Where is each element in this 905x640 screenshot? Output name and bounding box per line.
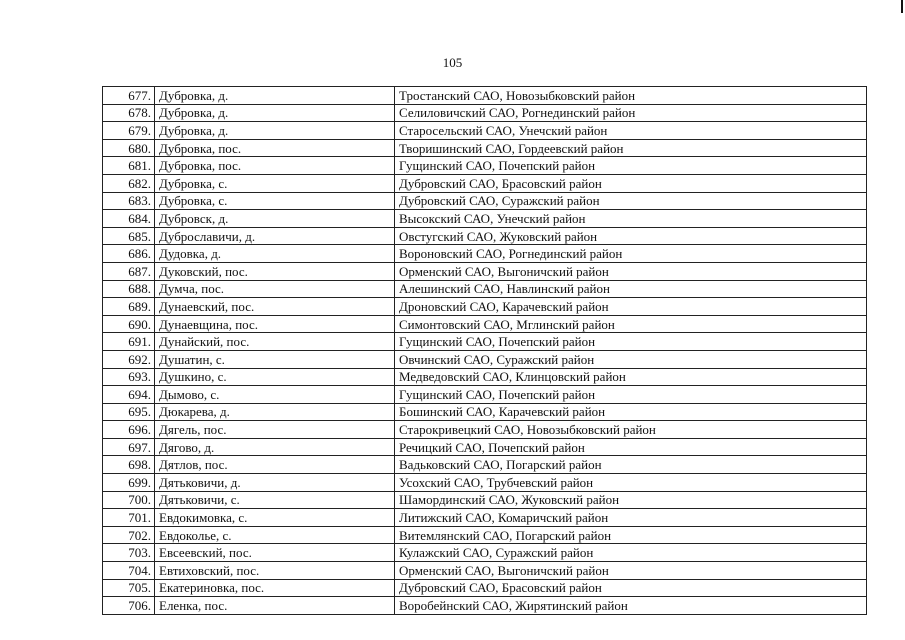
settlement-area: Вадьковский САО, Погарский район	[395, 456, 867, 474]
table-row	[103, 262, 867, 280]
table-row	[103, 509, 867, 527]
row-number: 686.	[103, 245, 155, 263]
table-row	[103, 227, 867, 245]
table-row	[103, 597, 867, 615]
settlement-area: Шамординский САО, Жуковский район	[395, 491, 867, 509]
table-row	[103, 438, 867, 456]
settlement-area: Кулажский САО, Суражский район	[395, 544, 867, 562]
row-number: 703.	[103, 544, 155, 562]
settlement-area: Гущинский САО, Почепский район	[395, 386, 867, 404]
settlement-area: Гущинский САО, Почепский район	[395, 157, 867, 175]
table-row	[103, 456, 867, 474]
settlement-name: Душкино, с.	[155, 368, 395, 386]
settlement-name: Дубровка, с.	[155, 192, 395, 210]
settlement-area: Овстугский САО, Жуковский район	[395, 227, 867, 245]
row-number: 680.	[103, 139, 155, 157]
table-row	[103, 122, 867, 140]
settlement-area: Дубровский САО, Суражский район	[395, 192, 867, 210]
row-number: 681.	[103, 157, 155, 175]
settlement-area: Дубровский САО, Брасовский район	[395, 174, 867, 192]
table-row	[103, 333, 867, 351]
row-number: 692.	[103, 350, 155, 368]
settlement-name: Дубровка, д.	[155, 87, 395, 105]
row-number: 687.	[103, 262, 155, 280]
settlement-name: Дудовка, д.	[155, 245, 395, 263]
settlement-name: Дятьковичи, д.	[155, 474, 395, 492]
settlement-name: Дятлов, пос.	[155, 456, 395, 474]
table-row	[103, 474, 867, 492]
settlement-name: Душатин, с.	[155, 350, 395, 368]
row-number: 678.	[103, 104, 155, 122]
settlement-name: Дубровка, с.	[155, 174, 395, 192]
row-number: 695.	[103, 403, 155, 421]
settlement-area: Селиловичский САО, Рогнединский район	[395, 104, 867, 122]
settlement-area: Старосельский САО, Унечский район	[395, 122, 867, 140]
table-row	[103, 192, 867, 210]
table-row	[103, 315, 867, 333]
settlement-area: Витемлянский САО, Погарский район	[395, 526, 867, 544]
settlement-area: Высокский САО, Унечский район	[395, 210, 867, 228]
table-body	[103, 87, 867, 615]
row-number: 679.	[103, 122, 155, 140]
settlement-name: Евсеевский, пос.	[155, 544, 395, 562]
settlement-name: Дымово, с.	[155, 386, 395, 404]
row-number: 688.	[103, 280, 155, 298]
settlement-area: Овчинский САО, Суражский район	[395, 350, 867, 368]
settlement-area: Вороновский САО, Рогнединский район	[395, 245, 867, 263]
table-row	[103, 298, 867, 316]
row-number: 677.	[103, 87, 155, 105]
table-row	[103, 139, 867, 157]
table-row	[103, 421, 867, 439]
settlement-name: Дубровск, д.	[155, 210, 395, 228]
row-number: 698.	[103, 456, 155, 474]
settlement-name: Дятьковичи, с.	[155, 491, 395, 509]
settlement-name: Дунаевский, пос.	[155, 298, 395, 316]
table-row	[103, 245, 867, 263]
row-number: 702.	[103, 526, 155, 544]
row-number: 684.	[103, 210, 155, 228]
settlement-name: Дубровка, пос.	[155, 139, 395, 157]
table-row	[103, 544, 867, 562]
row-number: 694.	[103, 386, 155, 404]
table-row	[103, 87, 867, 105]
row-number: 700.	[103, 491, 155, 509]
row-number: 701.	[103, 509, 155, 527]
table-row	[103, 386, 867, 404]
settlement-area: Бошинский САО, Карачевский район	[395, 403, 867, 421]
settlement-name: Дягово, д.	[155, 438, 395, 456]
table-row	[103, 579, 867, 597]
row-number: 690.	[103, 315, 155, 333]
settlement-area: Гущинский САО, Почепский район	[395, 333, 867, 351]
settlement-name: Дюкарева, д.	[155, 403, 395, 421]
settlement-name: Евдокольe, с.	[155, 526, 395, 544]
settlements-table	[102, 86, 867, 615]
row-number: 685.	[103, 227, 155, 245]
settlement-area: Дроновский САО, Карачевский район	[395, 298, 867, 316]
settlement-area: Симонтовский САО, Мглинский район	[395, 315, 867, 333]
row-number: 706.	[103, 597, 155, 615]
settlement-area: Творишинский САО, Гордеевский район	[395, 139, 867, 157]
settlement-name: Екатериновка, пос.	[155, 579, 395, 597]
row-number: 691.	[103, 333, 155, 351]
settlement-area: Медведовский САО, Клинцовский район	[395, 368, 867, 386]
settlement-area: Алешинский САО, Навлинский район	[395, 280, 867, 298]
table-row	[103, 210, 867, 228]
row-number: 683.	[103, 192, 155, 210]
table-row	[103, 526, 867, 544]
settlement-area: Старокривецкий САО, Новозыбковский район	[395, 421, 867, 439]
settlement-area: Воробейнский САО, Жирятинский район	[395, 597, 867, 615]
row-number: 699.	[103, 474, 155, 492]
row-number: 704.	[103, 562, 155, 580]
row-number: 682.	[103, 174, 155, 192]
table-row	[103, 157, 867, 175]
settlement-name: Дубровка, пос.	[155, 157, 395, 175]
settlement-area: Орменский САО, Выгоничский район	[395, 262, 867, 280]
row-number: 696.	[103, 421, 155, 439]
settlement-name: Дунайский, пос.	[155, 333, 395, 351]
settlement-name: Евтиховский, пос.	[155, 562, 395, 580]
row-number: 689.	[103, 298, 155, 316]
row-number: 705.	[103, 579, 155, 597]
table-row	[103, 368, 867, 386]
settlement-name: Дунаевщина, пос.	[155, 315, 395, 333]
table-row	[103, 491, 867, 509]
settlement-area: Орменский САО, Выгоничский район	[395, 562, 867, 580]
table-row	[103, 174, 867, 192]
settlement-area: Усохский САО, Трубчевский район	[395, 474, 867, 492]
settlement-name: Дубровка, д.	[155, 104, 395, 122]
settlement-name: Дуброславичи, д.	[155, 227, 395, 245]
row-number: 693.	[103, 368, 155, 386]
settlement-name: Евдокимовка, с.	[155, 509, 395, 527]
row-number: 697.	[103, 438, 155, 456]
settlement-name: Еленка, пос.	[155, 597, 395, 615]
settlement-name: Думча, пос.	[155, 280, 395, 298]
settlement-area: Дубровский САО, Брасовский район	[395, 579, 867, 597]
settlement-name: Дуковский, пос.	[155, 262, 395, 280]
settlement-name: Дубровка, д.	[155, 122, 395, 140]
table-row	[103, 403, 867, 421]
settlement-area: Тростанский САО, Новозыбковский район	[395, 87, 867, 105]
scan-edge-mark	[901, 0, 903, 13]
settlement-name: Дягель, пос.	[155, 421, 395, 439]
table-row	[103, 562, 867, 580]
page-number: 105	[442, 55, 463, 70]
table-row	[103, 104, 867, 122]
settlement-area: Речицкий САО, Почепский район	[395, 438, 867, 456]
table-row	[103, 280, 867, 298]
settlement-area: Литижский САО, Комаричский район	[395, 509, 867, 527]
table-row	[103, 350, 867, 368]
